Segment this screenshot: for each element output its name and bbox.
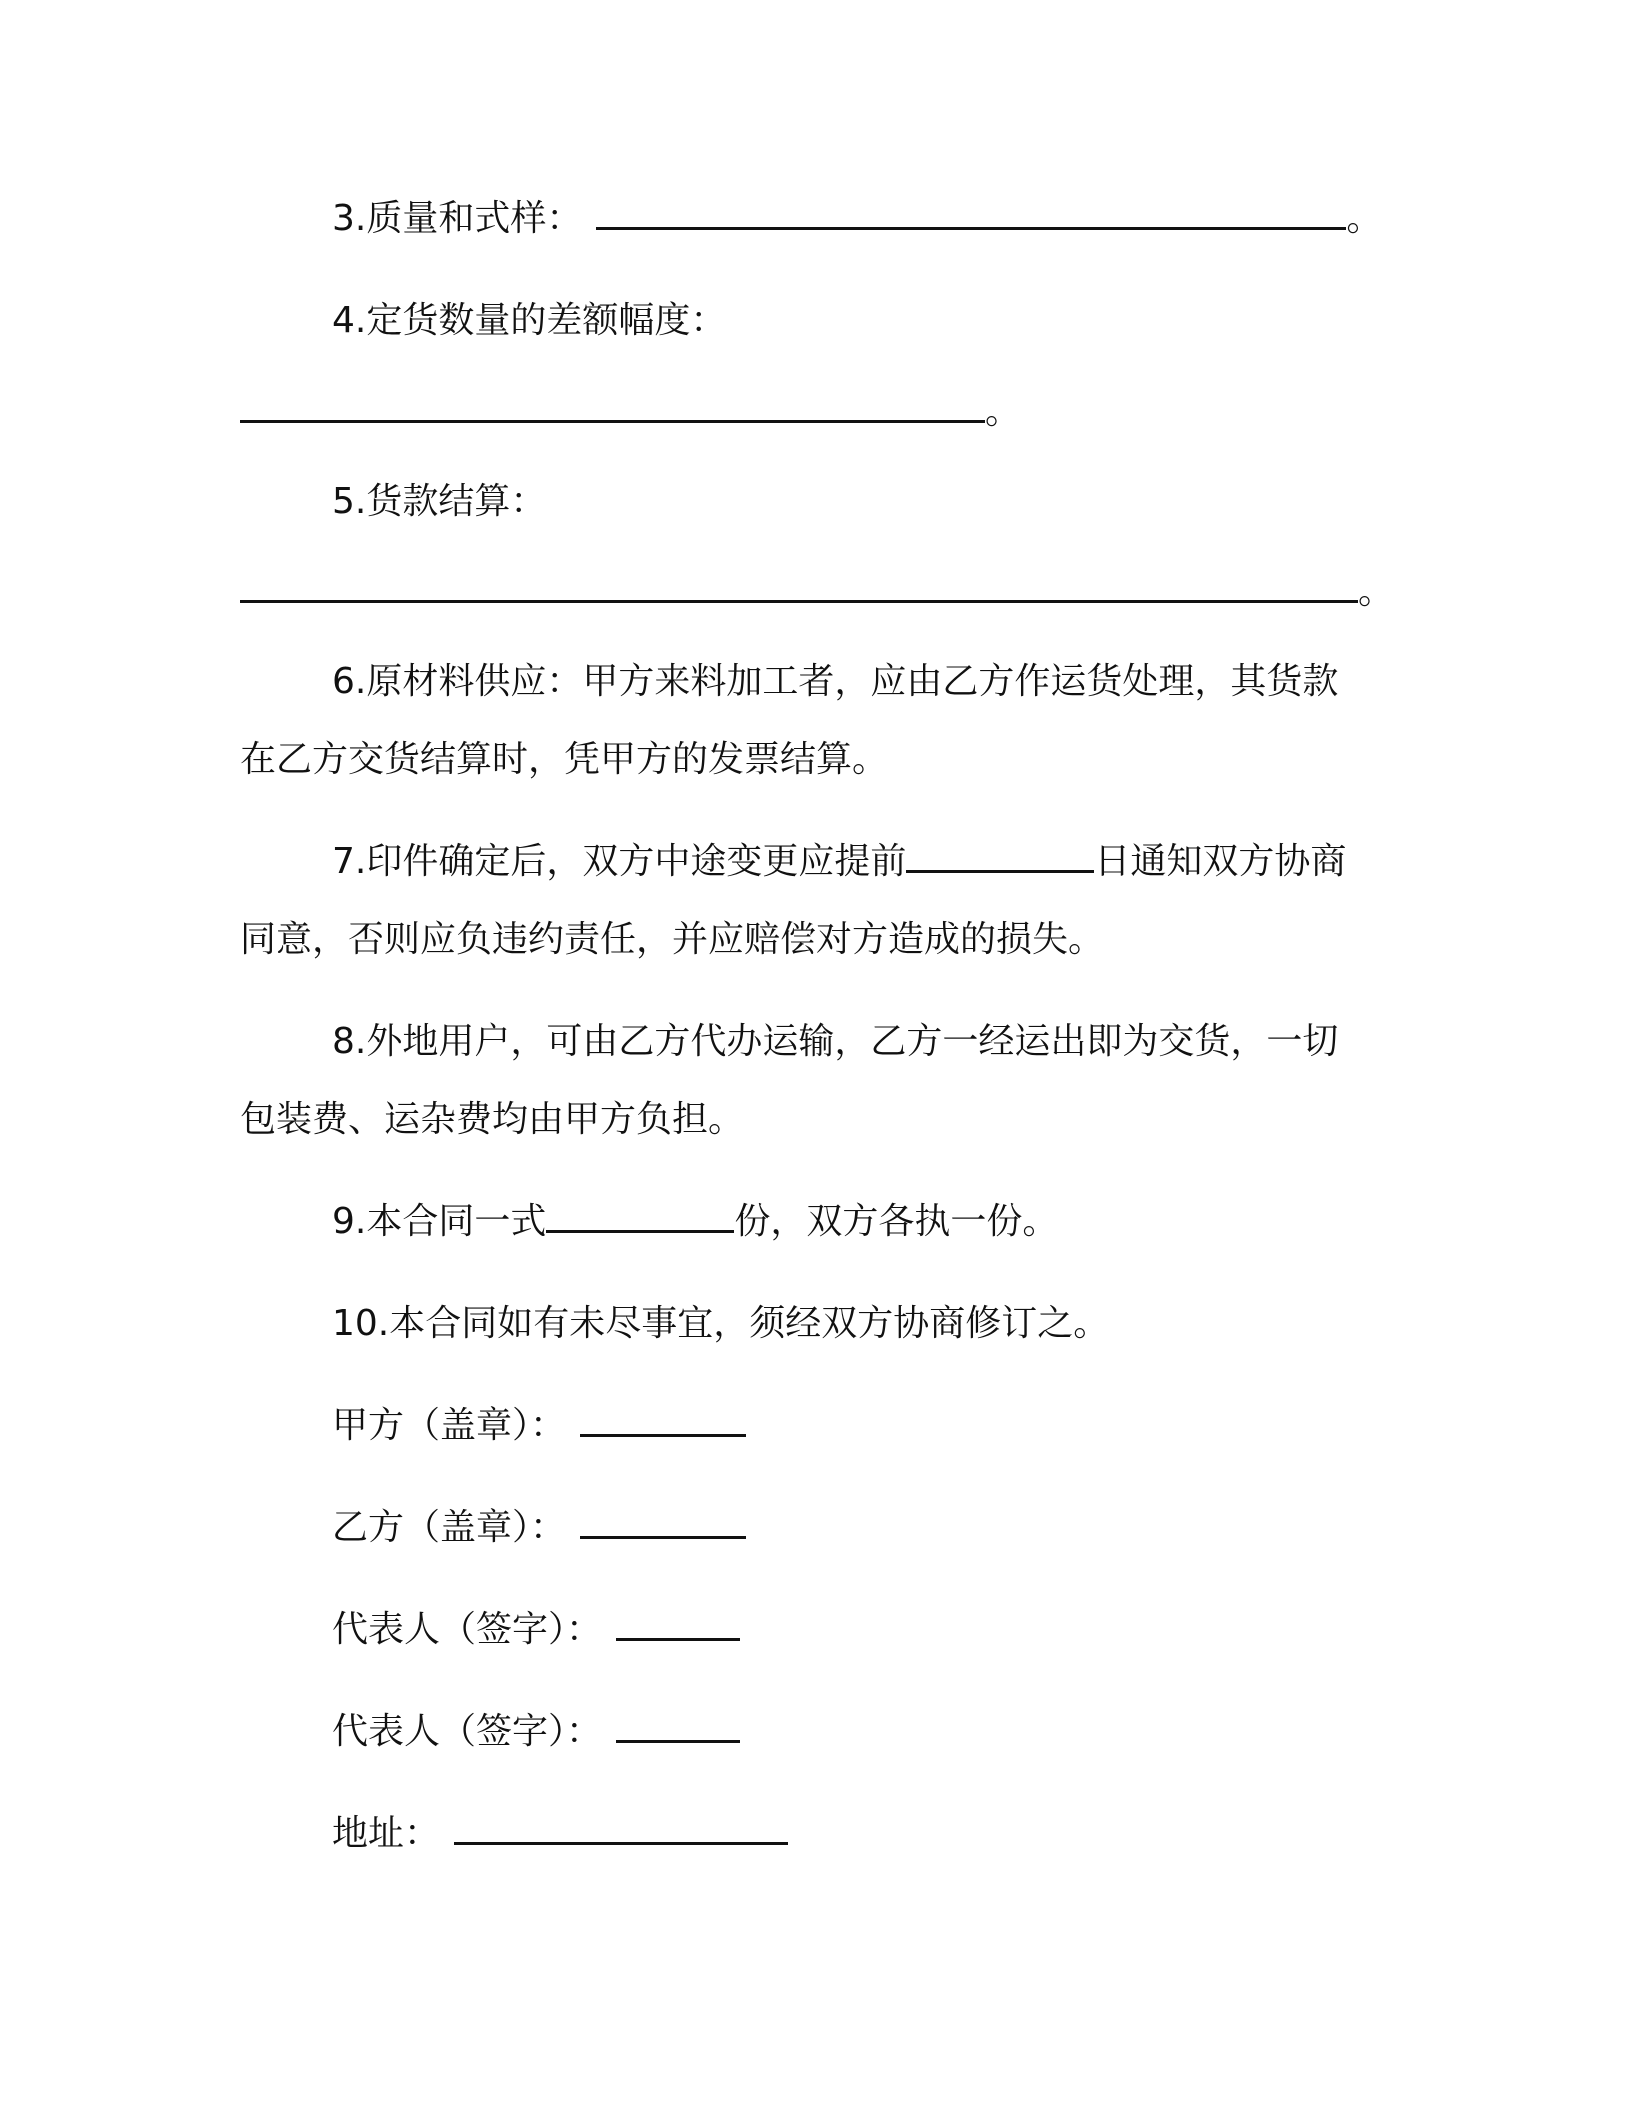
party-a-label: 甲方（盖章）： — [332, 1405, 567, 1446]
representative-1-blank[interactable] — [616, 1608, 740, 1641]
party-b-blank[interactable] — [580, 1506, 746, 1539]
clause-4-label: 4.定货数量的差额幅度： — [332, 300, 727, 341]
address-label: 地址： — [332, 1813, 441, 1854]
party-a-seal — [332, 1402, 746, 1450]
representative-2 — [332, 1708, 740, 1756]
party-b-seal — [332, 1504, 746, 1552]
clause-7-line-2: 同意，否则应负违约责任，并应赔偿对方造成的损失。 — [240, 919, 1105, 960]
representative-2-label: 代表人（签字）： — [332, 1711, 603, 1752]
clause-9 — [332, 1198, 1058, 1246]
clause-9-before: 9.本合同一式 — [332, 1201, 547, 1242]
clause-4 — [332, 297, 726, 345]
representative-1 — [332, 1606, 740, 1654]
clause-4-blank[interactable] — [240, 390, 985, 423]
clause-10: 10.本合同如有未尽事宜，须经双方协商修订之。 — [332, 1303, 1110, 1344]
clause-7-after: 日通知双方协商 — [1094, 841, 1347, 882]
clause-6-line-1: 6.原材料供应：甲方来料加工者，应由乙方作运货处理，其货款 — [332, 661, 1339, 702]
clause-5-fill-line — [240, 568, 1394, 616]
clause-8-line-2: 包装费、运杂费均由甲方负担。 — [240, 1099, 745, 1140]
clause-3-end: 。 — [1346, 198, 1383, 239]
clause-6-line-2: 在乙方交货结算时，凭甲方的发票结算。 — [240, 739, 889, 780]
clause-5-blank[interactable] — [240, 570, 1358, 603]
representative-2-blank[interactable] — [616, 1710, 740, 1743]
clause-7-before: 7.印件确定后，双方中途变更应提前 — [332, 841, 907, 882]
party-b-label: 乙方（盖章）： — [332, 1507, 567, 1548]
clause-5-end: 。 — [1358, 571, 1395, 612]
clause-7-line-1 — [332, 838, 1346, 886]
clause-9-after: 份，双方各执一份。 — [734, 1201, 1059, 1242]
clause-8-line-1: 8.外地用户，可由乙方代办运输，乙方一经运出即为交货，一切 — [332, 1021, 1339, 1062]
clause-4-fill-line — [240, 388, 1021, 436]
clause-3 — [332, 195, 1382, 243]
party-a-blank[interactable] — [580, 1404, 746, 1437]
representative-1-label: 代表人（签字）： — [332, 1609, 603, 1650]
clause-7-blank[interactable] — [906, 840, 1094, 873]
address — [332, 1810, 788, 1858]
address-blank[interactable] — [454, 1812, 788, 1845]
clause-3-blank[interactable] — [596, 197, 1346, 230]
clause-5-label: 5.货款结算： — [332, 481, 547, 522]
clause-9-blank[interactable] — [546, 1200, 734, 1233]
clause-3-label: 3.质量和式样： — [332, 198, 583, 239]
clause-5 — [332, 478, 546, 526]
clause-4-end: 。 — [985, 391, 1022, 432]
